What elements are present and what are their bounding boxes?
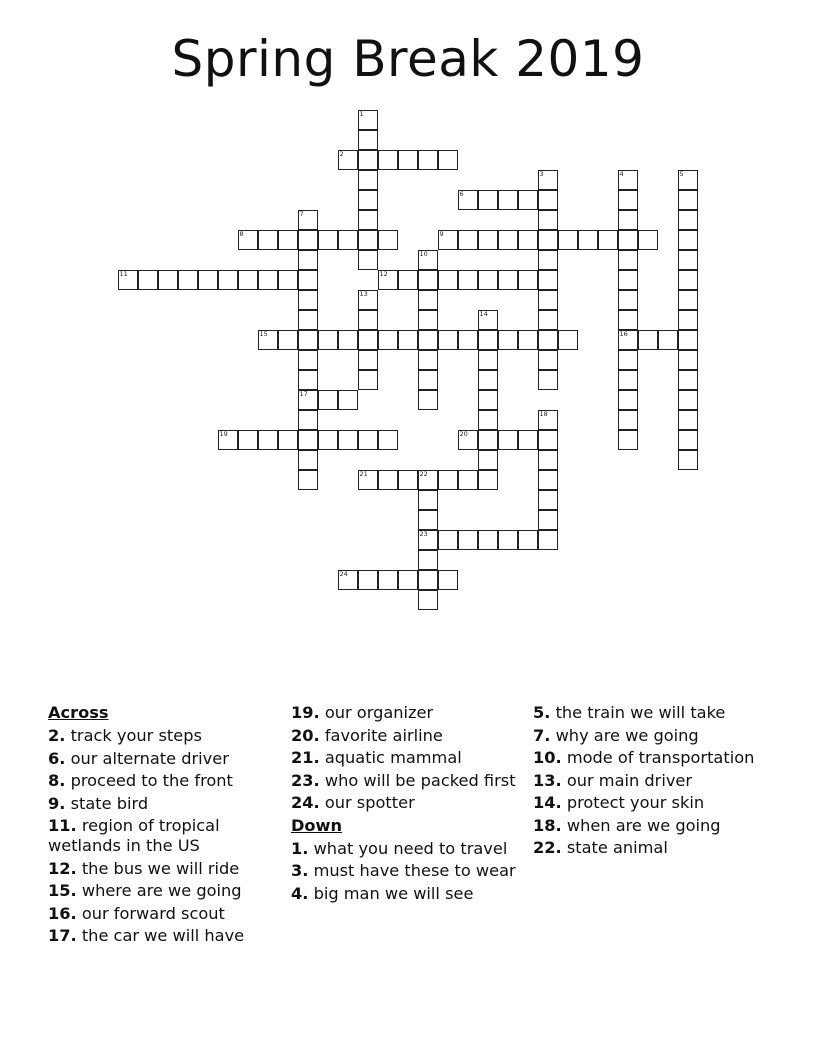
grid-cell[interactable]	[658, 330, 678, 350]
grid-cell[interactable]	[618, 290, 638, 310]
grid-cell[interactable]	[258, 430, 278, 450]
grid-cell[interactable]	[278, 430, 298, 450]
grid-cell[interactable]	[478, 190, 498, 210]
grid-cell[interactable]	[418, 490, 438, 510]
clue-across-2: 2. track your steps	[48, 726, 202, 745]
grid-cell[interactable]	[298, 430, 318, 450]
grid-cell[interactable]	[378, 330, 398, 350]
grid-cell[interactable]	[298, 350, 318, 370]
grid-cell[interactable]	[498, 230, 518, 250]
clue-number: 16	[619, 329, 628, 338]
grid-cell[interactable]	[298, 250, 318, 270]
down-heading: Down	[291, 815, 343, 835]
clue-number: 1	[359, 109, 364, 118]
grid-cell[interactable]	[398, 270, 418, 290]
grid-cell[interactable]	[238, 430, 258, 450]
grid-cell[interactable]	[358, 170, 378, 190]
grid-cell[interactable]	[618, 190, 638, 210]
grid-cell[interactable]	[438, 230, 458, 250]
grid-cell[interactable]	[478, 330, 498, 350]
grid-cell[interactable]	[318, 330, 338, 350]
grid-cell[interactable]	[458, 430, 478, 450]
grid-cell[interactable]	[338, 570, 358, 590]
grid-cell[interactable]	[358, 470, 378, 490]
grid-cell[interactable]	[298, 310, 318, 330]
grid-cell[interactable]	[458, 190, 478, 210]
clue-across-19: 19. our organizer	[291, 703, 434, 722]
puzzle-title: Spring Break 2019	[171, 30, 645, 88]
grid-cell[interactable]	[358, 570, 378, 590]
clue-down-3: 3. must have these to wear	[291, 861, 516, 880]
grid-cell[interactable]	[418, 350, 438, 370]
clue-number: 19	[219, 429, 228, 438]
grid-cell[interactable]	[398, 570, 418, 590]
grid-cell[interactable]	[298, 270, 318, 290]
grid-cell[interactable]	[498, 270, 518, 290]
grid-cell[interactable]	[578, 230, 598, 250]
grid-cell[interactable]	[298, 290, 318, 310]
clue-down-13: 13. our main driver	[533, 770, 693, 790]
grid-cell[interactable]	[678, 310, 698, 330]
grid-cell[interactable]	[538, 470, 558, 490]
clue-number: 10	[419, 249, 428, 258]
grid-cell[interactable]	[518, 190, 538, 210]
grid-cell[interactable]	[458, 470, 478, 490]
clue-number: 9	[439, 229, 444, 238]
clue-across-24: 24. our spotter	[291, 793, 415, 812]
grid-cell[interactable]	[538, 270, 558, 290]
grid-cell[interactable]	[538, 210, 558, 230]
grid-cell[interactable]	[298, 210, 318, 230]
grid-cell[interactable]	[398, 150, 418, 170]
grid-cell[interactable]	[438, 530, 458, 550]
grid-cell[interactable]	[518, 330, 538, 350]
clue-number: 7	[299, 209, 304, 218]
grid-cell[interactable]	[558, 330, 578, 350]
grid-cell[interactable]	[618, 230, 638, 250]
clue-number: 6	[459, 189, 464, 198]
grid-cell[interactable]	[538, 350, 558, 370]
grid-cell[interactable]	[178, 270, 198, 290]
grid-cell[interactable]	[678, 390, 698, 410]
grid-cell[interactable]	[538, 250, 558, 270]
grid-cell[interactable]	[378, 430, 398, 450]
grid-cell[interactable]	[618, 370, 638, 390]
grid-cell[interactable]	[458, 270, 478, 290]
clue-down-22: 22. state animal	[533, 838, 668, 857]
grid-cell[interactable]	[538, 230, 558, 250]
grid-cell[interactable]	[418, 150, 438, 170]
grid-cell[interactable]	[118, 270, 138, 290]
clue-across-21: 21. aquatic mammal	[291, 748, 462, 767]
grid-cell[interactable]	[538, 310, 558, 330]
grid-cell[interactable]	[278, 230, 298, 250]
grid-cell[interactable]	[618, 250, 638, 270]
grid-cell[interactable]	[298, 370, 318, 390]
grid-cell[interactable]	[358, 250, 378, 270]
clue-down-10: 10. mode of transportation	[533, 748, 755, 767]
clue-across-23: 23. who will be packed first	[291, 770, 516, 790]
grid-cell[interactable]	[478, 430, 498, 450]
grid-cell[interactable]	[258, 330, 278, 350]
grid-cell[interactable]	[478, 310, 498, 330]
grid-cell[interactable]	[418, 250, 438, 270]
grid-cell[interactable]	[618, 210, 638, 230]
clue-number: 22	[419, 469, 428, 478]
grid-cell[interactable]	[618, 430, 638, 450]
grid-cell[interactable]	[518, 430, 538, 450]
grid-cell[interactable]	[418, 390, 438, 410]
grid-cell[interactable]	[238, 230, 258, 250]
grid-cell[interactable]	[398, 330, 418, 350]
grid-cell[interactable]	[478, 410, 498, 430]
grid-cell[interactable]	[678, 170, 698, 190]
grid-cell[interactable]	[678, 370, 698, 390]
grid-cell[interactable]	[338, 230, 358, 250]
grid-cell[interactable]	[338, 430, 358, 450]
grid-cell[interactable]	[498, 190, 518, 210]
grid-cell[interactable]	[418, 550, 438, 570]
grid-cell[interactable]	[358, 430, 378, 450]
grid-cell[interactable]	[358, 130, 378, 150]
grid-cell[interactable]	[238, 270, 258, 290]
clue-number: 23	[419, 529, 428, 538]
clue-down-18: 18. when are we going	[533, 815, 721, 835]
grid-cell[interactable]	[418, 590, 438, 610]
grid-cell[interactable]	[678, 350, 698, 370]
grid-cell[interactable]	[338, 390, 358, 410]
grid-cell[interactable]	[478, 370, 498, 390]
clue-number: 4	[619, 169, 624, 178]
grid-cell[interactable]	[498, 530, 518, 550]
grid-cell[interactable]	[498, 330, 518, 350]
grid-cell[interactable]	[218, 430, 238, 450]
grid-cell[interactable]	[538, 290, 558, 310]
grid-cell[interactable]	[538, 330, 558, 350]
grid-cell[interactable]	[378, 230, 398, 250]
grid-cell[interactable]	[478, 470, 498, 490]
clue-down-7: 7. why are we going	[533, 725, 699, 745]
grid-cell[interactable]	[358, 210, 378, 230]
grid-cell[interactable]	[678, 290, 698, 310]
grid-cell[interactable]	[358, 310, 378, 330]
grid-cell[interactable]	[478, 230, 498, 250]
clue-number: 24	[339, 569, 348, 578]
grid-cell[interactable]	[158, 270, 178, 290]
grid-cell[interactable]	[418, 470, 438, 490]
grid-cell[interactable]	[538, 450, 558, 470]
grid-cell[interactable]	[218, 270, 238, 290]
grid-cell[interactable]	[538, 530, 558, 550]
clue-number: 8	[239, 229, 244, 238]
grid-cell[interactable]	[478, 270, 498, 290]
grid-cell[interactable]	[298, 410, 318, 430]
grid-cell[interactable]	[558, 230, 578, 250]
grid-cell[interactable]	[538, 410, 558, 430]
grid-cell[interactable]	[358, 330, 378, 350]
grid-cell[interactable]	[278, 330, 298, 350]
clue-across-12: 12. the bus we will ride	[48, 858, 240, 878]
grid-cell[interactable]	[538, 190, 558, 210]
clue-number: 18	[539, 409, 548, 418]
grid-cell[interactable]	[418, 530, 438, 550]
grid-cell[interactable]	[598, 230, 618, 250]
grid-cell[interactable]	[358, 230, 378, 250]
grid-cell[interactable]	[458, 230, 478, 250]
grid-cell[interactable]	[418, 370, 438, 390]
grid-cell[interactable]	[678, 250, 698, 270]
grid-cell[interactable]	[358, 190, 378, 210]
grid-cell[interactable]	[418, 330, 438, 350]
grid-cell[interactable]	[678, 330, 698, 350]
grid-cell[interactable]	[438, 570, 458, 590]
grid-cell[interactable]	[678, 190, 698, 210]
grid-cell[interactable]	[338, 330, 358, 350]
grid-cell[interactable]	[678, 210, 698, 230]
grid-cell[interactable]	[618, 270, 638, 290]
grid-cell[interactable]	[678, 430, 698, 450]
grid-cell[interactable]	[638, 230, 658, 250]
clue-number: 15	[259, 329, 268, 338]
grid-cell[interactable]	[498, 430, 518, 450]
grid-cell[interactable]	[378, 570, 398, 590]
grid-cell[interactable]	[618, 350, 638, 370]
grid-cell[interactable]	[198, 270, 218, 290]
grid-cell[interactable]	[358, 370, 378, 390]
grid-cell[interactable]	[298, 390, 318, 410]
grid-cell[interactable]	[458, 530, 478, 550]
clue-across-15: 15. where are we going	[48, 881, 242, 900]
grid-cell[interactable]	[618, 330, 638, 350]
grid-cell[interactable]	[358, 350, 378, 370]
clues-column-1	[48, 703, 278, 949]
clue-down-5: 5. the train we will take	[533, 703, 726, 722]
grid-cell[interactable]	[538, 170, 558, 190]
grid-cell[interactable]	[298, 330, 318, 350]
grid-cell[interactable]	[518, 230, 538, 250]
grid-cell[interactable]	[338, 150, 358, 170]
clue-number: 11	[119, 269, 128, 278]
grid-cell[interactable]	[318, 430, 338, 450]
grid-cell[interactable]	[438, 470, 458, 490]
grid-cell[interactable]	[298, 230, 318, 250]
grid-cell[interactable]	[138, 270, 158, 290]
grid-cell[interactable]	[538, 510, 558, 530]
clues-column-2	[291, 703, 521, 906]
clue-down-14: 14. protect your skin	[533, 793, 705, 812]
grid-cell[interactable]	[438, 270, 458, 290]
grid-cell[interactable]	[378, 270, 398, 290]
grid-cell[interactable]	[318, 390, 338, 410]
grid-cell[interactable]	[618, 310, 638, 330]
clue-number: 20	[459, 429, 468, 438]
grid-cell[interactable]	[678, 450, 698, 470]
grid-cell[interactable]	[478, 530, 498, 550]
clue-across-6: 6. our alternate driver	[48, 748, 229, 768]
clue-number: 17	[299, 389, 308, 398]
clue-number: 12	[379, 269, 388, 278]
grid-cell[interactable]	[618, 170, 638, 190]
grid-cell[interactable]	[458, 330, 478, 350]
clue-number: 2	[339, 149, 344, 158]
clue-number: 13	[359, 289, 368, 298]
grid-cell[interactable]	[418, 270, 438, 290]
grid-cell[interactable]	[378, 150, 398, 170]
grid-cell[interactable]	[678, 270, 698, 290]
clue-across-17: 17. the car we will have	[48, 926, 245, 945]
grid-cell[interactable]	[418, 310, 438, 330]
grid-cell[interactable]	[678, 410, 698, 430]
clue-down-1: 1. what you need to travel	[291, 838, 508, 858]
clue-across-9: 9. state bird	[48, 793, 149, 813]
grid-cell[interactable]	[438, 330, 458, 350]
grid-cell[interactable]	[438, 150, 458, 170]
clue-across-16: 16. our forward scout	[48, 903, 225, 923]
grid-cell[interactable]	[378, 470, 398, 490]
grid-cell[interactable]	[638, 330, 658, 350]
clue-across-11: 11. region of tropical wetlands in the US	[48, 816, 220, 855]
grid-cell[interactable]	[418, 290, 438, 310]
grid-cell[interactable]	[478, 350, 498, 370]
grid-cell[interactable]	[478, 450, 498, 470]
clue-down-4: 4. big man we will see	[291, 883, 474, 903]
grid-cell[interactable]	[358, 290, 378, 310]
grid-cell[interactable]	[538, 490, 558, 510]
grid-cell[interactable]	[358, 150, 378, 170]
grid-cell[interactable]	[418, 510, 438, 530]
grid-cell[interactable]	[358, 110, 378, 130]
clue-number: 3	[539, 169, 544, 178]
grid-cell[interactable]	[298, 470, 318, 490]
grid-cell[interactable]	[478, 390, 498, 410]
grid-cell[interactable]	[298, 450, 318, 470]
grid-cell[interactable]	[418, 570, 438, 590]
grid-cell[interactable]	[518, 530, 538, 550]
grid-cell[interactable]	[678, 230, 698, 250]
grid-cell[interactable]	[618, 410, 638, 430]
clue-number: 21	[359, 469, 368, 478]
grid-cell[interactable]	[318, 230, 338, 250]
grid-cell[interactable]	[398, 470, 418, 490]
grid-cell[interactable]	[518, 270, 538, 290]
clue-across-8: 8. proceed to the front	[48, 771, 233, 790]
grid-cell[interactable]	[258, 230, 278, 250]
clue-number: 5	[679, 169, 684, 178]
grid-cell[interactable]	[538, 370, 558, 390]
grid-cell[interactable]	[618, 390, 638, 410]
clue-number: 14	[479, 309, 488, 318]
grid-cell[interactable]	[278, 270, 298, 290]
grid-cell[interactable]	[258, 270, 278, 290]
clue-across-20: 20. favorite airline	[291, 725, 443, 745]
across-heading: Across	[48, 703, 109, 722]
grid-cell[interactable]	[538, 430, 558, 450]
clues-column-3	[533, 703, 763, 861]
